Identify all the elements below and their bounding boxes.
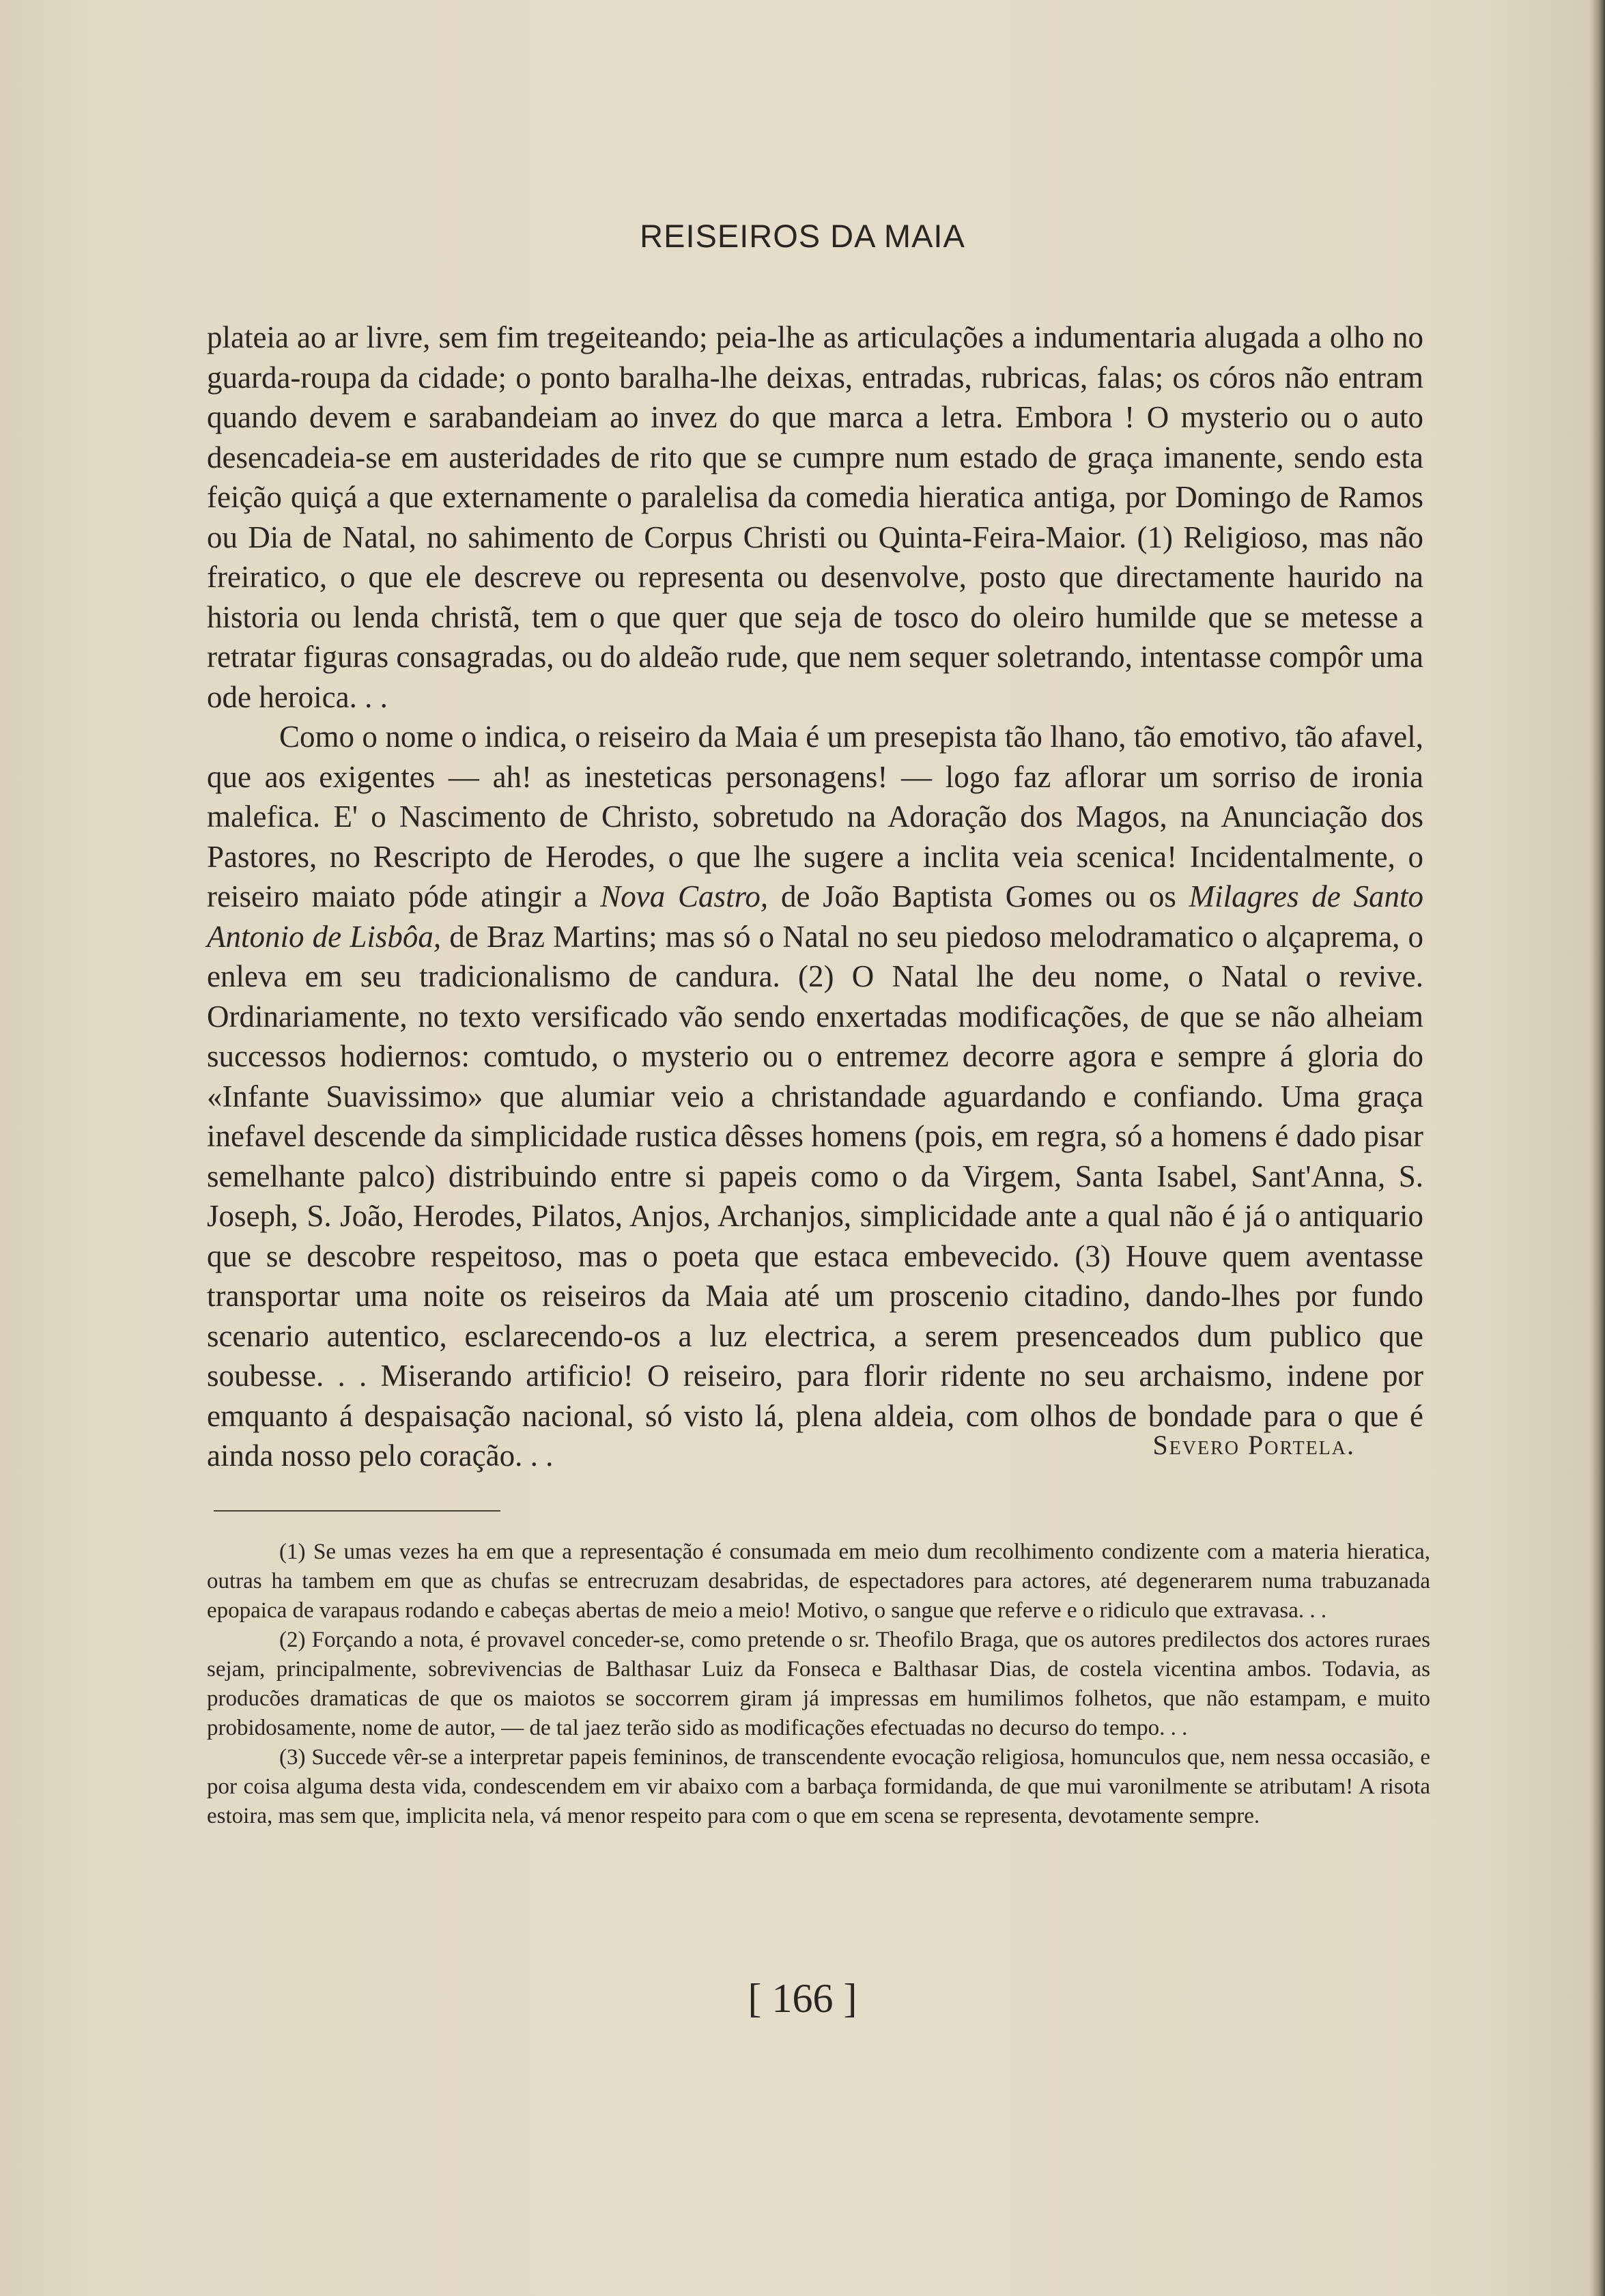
paragraph-1: plateia ao ar livre, sem fim tregeiteando; peia-lhe as articulações a indumentaria alugada a olho no guarda-roupa da cidade; o ponto baralha-lhe deixas, entradas, rubricas, falas; os córos não entram quando devem e sarabandeiam ao invez do que marca a letra. Embora ! O mysterio ou o auto desencadeia-se em austeridades de rito que se cumpre num estado de graça imanente, sendo esta feição quiçá a que externamente o paralelisa da comedia hieratica antiga, por Domingo de Ramos ou Dia de Natal, no sahimento de Corpus Christi ou Quinta-Feira-Maior. (1) Religioso, mas não freiratico, o que ele descreve ou representa ou desenvolve, posto que directamente haurido na historia ou lenda christã, tem o que quer que seja de tosco do oleiro humilde que se metesse a retratar figuras consagradas, ou do aldeão rude, que nem sequer soletrando, intentasse compôr uma ode heroica. . . [207,320,1423,714]
main-text [207,317,1423,1476]
title-nova-castro: Nova Castro, [600,879,769,913]
running-head: REISEIROS DA MAIA [640,218,965,254]
paragraph-2 [207,717,1423,1476]
footnote-3: (3) Succede vêr-se a interpretar papeis femininos, de transcendente evocação religiosa, homunculos que, nem nessa occasião, e por coisa alguma desta vida, condescendem em vir abaixo com a barbaça formidanda, de que mui varonilmente se atributam! A risota estoira, mas sem que, implicita nela, vá menor respeito para com o que em scena se representa, devotamente sempre. [207,1745,1430,1828]
footnote-2: (2) Forçando a nota, é provavel conceder-se, como pretende o sr. Theofilo Braga, que os autores predilectos dos actores ruraes sejam, principalmente, sobrevivencias de Balthasar Luiz da Fonseca e Balthasar Dias, de costela vicentina ambos. Todavia, as producões dramaticas de que os maiotos se soccorrem giram já impressas em humilimos folhetos, que não estampam, e muito probidosamente, nome de autor, — de tal jaez terão sido as modificações efectuadas no decurso do tempo. . . [207,1628,1430,1740]
paragraph-2-part-a: Como o nome o indica, o reiseiro da Maia é um presepista tão lhano, tão emotivo, tão afavel, que aos exigentes — ah! as inesteticas personagens! — logo faz aflorar um sorriso de ironia malefica. E' o Nascimento de Christo, sobretudo na Adoração dos Magos, na Anunciação dos Pastores, no Rescripto de Herodes, o que lhe sugere a inclita veia scenica! Incidentalmente, o reiseiro maiato póde atingir a [207,720,1423,913]
footnote-1: (1) Se umas vezes ha em que a representação é consumada em meio dum recolhimento condizente com a materia hieratica, outras ha tambem em que as chufas se entrecruzam desabridas, de espectadores para actores, até degenerarem numa trabuzanada epopaica de varapaus rodando e cabeças abertas de meio a meio! Motivo, o sangue que referve e o ridiculo que extravasa. . . [207,1540,1430,1623]
footnote-rule [214,1510,500,1512]
title-milagres: Milagres de Santo Antonio de Lisbôa, [207,879,1424,954]
page-edge-shadow [1590,0,1605,2296]
page-number: [ 166 ] [748,1976,857,2021]
paragraph-2-part-c: de Braz Martins; mas só o Natal no seu piedoso melodramatico o alçaprema, o enleva em seu tradicionalismo de candura. (2) O Natal lhe deu nome, o Natal o revive. Ordinariamente, no texto versificado vão sendo enxertadas modificações, de que se não alheiam successos hodiernos: comtudo, o mysterio ou o entremez decorre agora e sempre á gloria do «Infante Suavissimo» que alumiar veio a christandade aguardando e confiando. Uma graça inefavel descende da simplicidade rustica dêsses homens (pois, em regra, só a homens é dado pisar semelhante palco) distribuindo entre si papeis como o da Virgem, Santa Isabel, Sant'Anna, S. Joseph, S. João, Herodes, Pilatos, Anjos, Archanjos, simplicidade ante a qual não é já o antiquario que se descobre respeitoso, mas o poeta que estaca embevecido. (3) Houve quem aventasse transportar uma noite os reiseiros da Maia até um proscenio citadino, dando-lhes por fundo scenario autentico, esclarecendo-os a luz electrica, a serem presenceados dum publico que soubesse. . . Miserando artificio! O reiseiro, para florir ridente no seu archaismo, indene por emquanto á despaisação nacional, só visto lá, plena aldeia, com olhos de bondade para o que é ainda nosso pelo coração. . . [207,919,1424,1473]
footnotes [207,1537,1430,1831]
author-signature: Severo Portela. [1152,1430,1355,1460]
paragraph-2-part-b: de João Baptista Gomes ou os [780,879,1176,913]
